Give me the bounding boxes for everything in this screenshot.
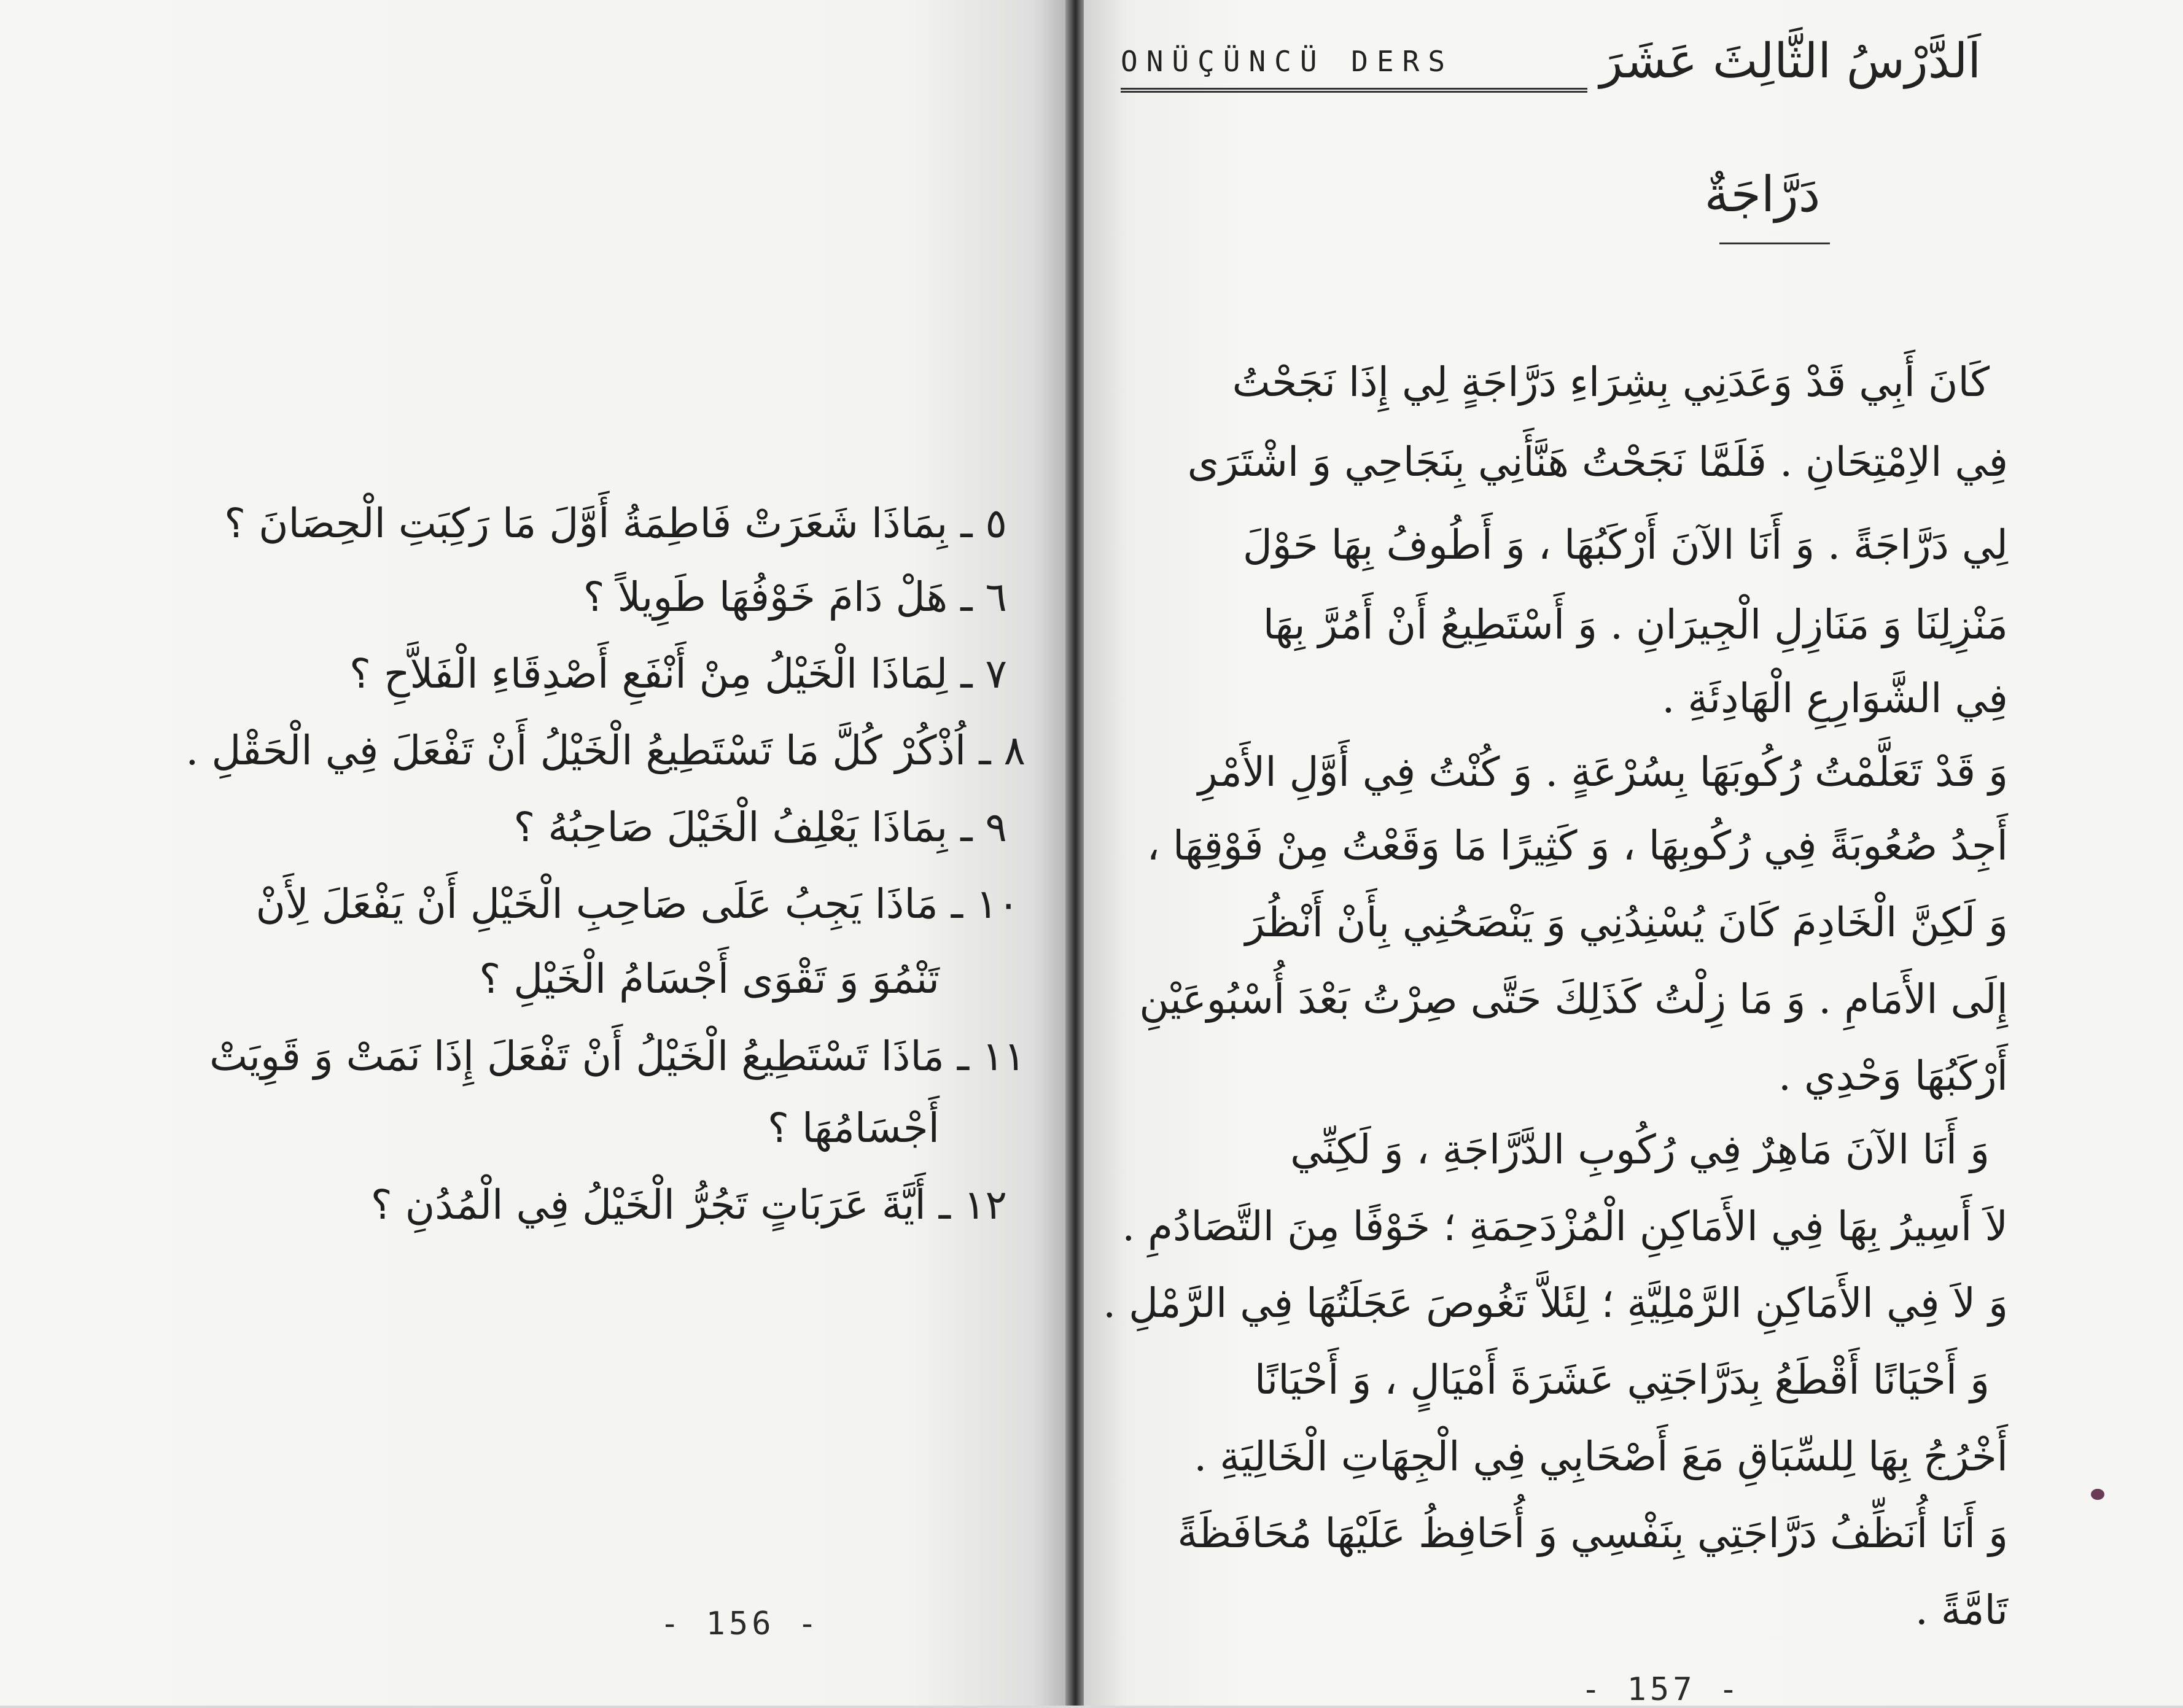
lesson-header <box>1121 34 1982 89</box>
story-line: أَجِدُ صُعُوبَةً فِي رُكُوبِهَا ، وَ كَثِيرًا مَا وَقَعْتُ مِنْ فَوْقِهَا ، <box>1146 822 2008 869</box>
question-11-cont: أَجْسَامُهَا ؟ <box>767 1104 940 1152</box>
story-line: فِي الاِمْتِحَانِ . فَلَمَّا نَجَحْتُ هَنَّأَنِي بِنَجَاحِي وَ اشْتَرَى <box>1187 438 2008 486</box>
question-9: ٩ ـ بِمَاذَا يَعْلِفُ الْخَيْلَ صَاحِبُهُ ؟ <box>513 804 1007 851</box>
question-7: ٧ ـ لِمَاذَا الْخَيْلُ مِنْ أَنْفَعِ أَصْدِقَاءِ الْفَلاَّحِ ؟ <box>349 650 1007 697</box>
question-6: ٦ ـ هَلْ دَامَ خَوْفُهَا طَوِيلاً ؟ <box>583 573 1007 621</box>
question-5: ٥ ـ بِمَاذَا شَعَرَتْ فَاطِمَةُ أَوَّلَ مَا رَكِبَتِ الْحِصَانَ ؟ <box>224 500 1007 547</box>
lesson-title: دَرَّاجَةٌ <box>1704 166 1821 223</box>
story-line: وَ أَنَا أُنَظِّفُ دَرَّاجَتِي بِنَفْسِي وَ أُحَافِظُ عَلَيْهَا مُحَافَظَةً <box>1177 1510 2008 1557</box>
story-line: أَرْكَبُهَا وَحْدِي . <box>1778 1052 2008 1100</box>
header-latin: ONÜÇÜNCÜ DERS <box>1121 45 1454 78</box>
story-line: وَ أَنَا الآنَ مَاهِرٌ فِي رُكُوبِ الدَّرَّاجَةِ ، وَ لَكِنِّي <box>1290 1126 1990 1173</box>
question-8: ٨ ـ اُذْكُرْ كُلَّ مَا تَسْتَطِيعُ الْخَيْلُ أَنْ تَفْعَلَ فِي الْحَقْلِ . <box>185 727 1025 774</box>
header-underline <box>1121 88 1587 93</box>
story-line: إِلَى الأَمَامِ . وَ مَا زِلْتُ كَذَلِكَ حَتَّى صِرْتُ بَعْدَ أُسْبُوعَيْنِ <box>1139 976 2008 1023</box>
title-underline <box>1719 243 1830 244</box>
story-line: كَانَ أَبِي قَدْ وَعَدَنِي بِشِرَاءِ دَرَّاجَةٍ لِي إِذَا نَجَحْتُ <box>1232 359 1990 406</box>
story-line: لِي دَرَّاجَةً . وَ أَنَا الآنَ أَرْكَبُهَا ، وَ أَطُوفُ بِهَا حَوْلَ <box>1242 521 2008 569</box>
story-line: وَ لَكِنَّ الْخَادِمَ كَانَ يُسْنِدُنِي وَ يَنْصَحُنِي بِأَنْ أَنْظُرَ <box>1245 899 2008 946</box>
story-line: وَ أَحْيَانًا أَقْطَعُ بِدَرَّاجَتِي عَشَرَةَ أَمْيَالٍ ، وَ أَحْيَانًا <box>1254 1356 1990 1403</box>
story-line: وَ لاَ فِي الأَمَاكِنِ الرَّمْلِيَّةِ ؛ لِئَلاَّ تَغُوصَ عَجَلَتُهَا فِي الرَّمْلِ . <box>1103 1279 2008 1327</box>
question-12: ١٢ ـ أَيَّةَ عَرَبَاتٍ تَجُرُّ الْخَيْلُ فِي الْمُدُنِ ؟ <box>370 1181 1007 1229</box>
book-gutter <box>1065 0 1084 1706</box>
story-line: أَخْرُجُ بِهَا لِلسِّبَاقِ مَعَ أَصْحَابِي فِي الْجِهَاتِ الْخَالِيَةِ . <box>1194 1433 2008 1480</box>
question-10: ١٠ ـ مَاذَا يَجِبُ عَلَى صَاحِبِ الْخَيْلِ أَنْ يَفْعَلَ لِأَنْ <box>255 880 1019 928</box>
story-line: لاَ أَسِيرُ بِهَا فِي الأَمَاكِنِ الْمُزْدَحِمَةِ ؛ خَوْفًا مِنَ التَّصَادُمِ . <box>1122 1203 2008 1250</box>
ink-smudge <box>2091 1489 2104 1500</box>
story-line: تَامَّةً . <box>1915 1586 2008 1634</box>
story-line: مَنْزِلِنَا وَ مَنَازِلِ الْجِيرَانِ . وَ أَسْتَطِيعُ أَنْ أَمُرَّ بِهَا <box>1263 601 2008 648</box>
story-line: فِي الشَّوَارِعِ الْهَادِئَةِ . <box>1662 675 2008 722</box>
page-number-right: - 157 - <box>1581 1671 1742 1708</box>
question-10-cont: تَنْمُوَ وَ تَقْوَى أَجْسَامُ الْخَيْلِ ؟ <box>479 955 940 1003</box>
header-arabic: اَلدَّرْسُ الثَّالِثَ عَشَرَ <box>1600 34 1982 89</box>
question-11: ١١ ـ مَاذَا تَسْتَطِيعُ الْخَيْلُ أَنْ تَفْعَلَ إِذَا نَمَتْ وَ قَوِيَتْ <box>209 1033 1025 1080</box>
left-page <box>0 0 1065 1706</box>
story-line: وَ قَدْ تَعَلَّمْتُ رُكُوبَهَا بِسُرْعَةٍ . وَ كُنْتُ فِي أَوَّلِ الأَمْرِ <box>1197 748 2008 796</box>
page-number-left: - 156 - <box>660 1605 821 1642</box>
